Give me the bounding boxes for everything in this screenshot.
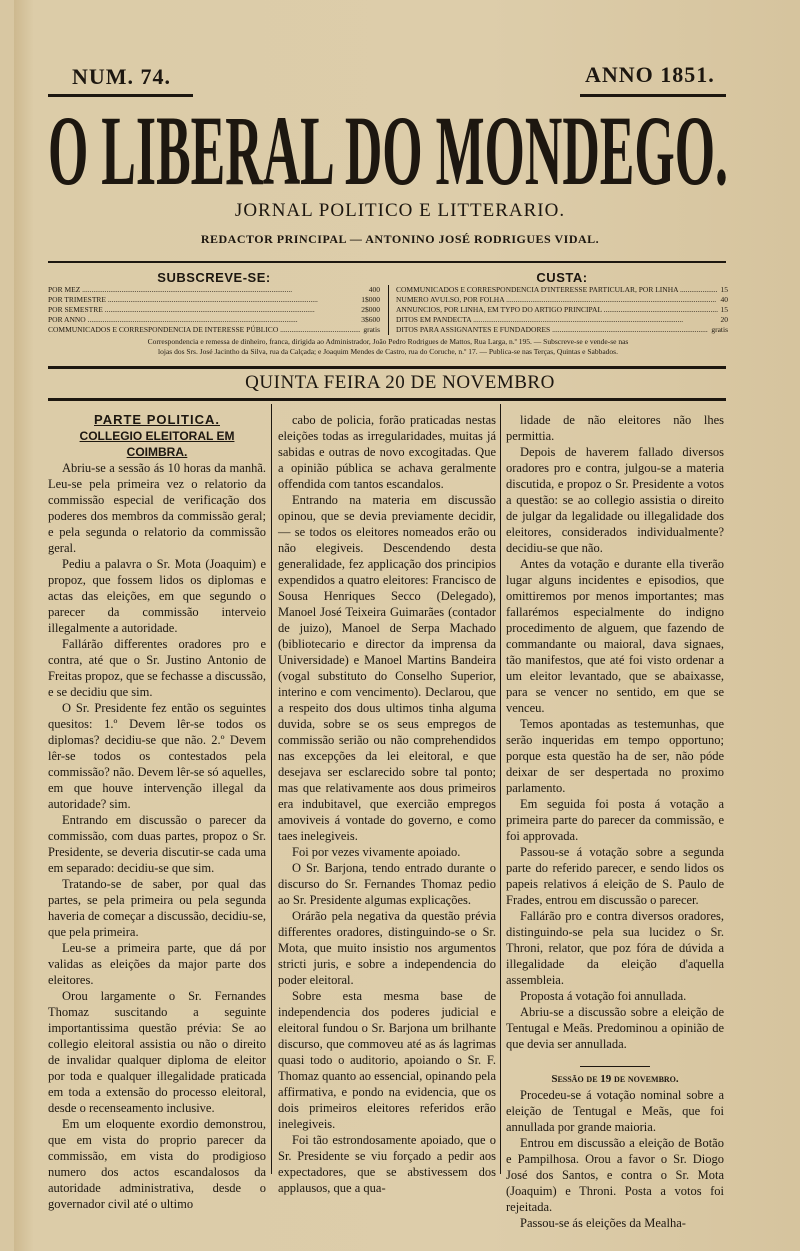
paragraph: cabo de policia, forão praticadas nestas eleições todas as irregularidades, muitas já sabidas e outras de novo excogitadas. Que a opinião pública se achava geralmente offendida com tantos escandalos.	[278, 413, 496, 491]
paragraph: Passou-se á votação sobre a segunda parte do referido parecer, e sendo lidos os papeis relativos á eleição de S. Paulo de Frades, entrou em discussão o parecer.	[506, 845, 724, 907]
paragraph: Entrou em discussão a eleição de Botão e Pampilhosa. Orou a favor o Sr. Diogo José dos Santos, e contra o Sr. Mota (Joaquim) e Throni. Posta a votos foi rejeitada.	[506, 1136, 724, 1214]
divider	[580, 94, 726, 97]
paragraph: Fallárão pro e contra diversos oradores, distinguindo-se pela sua lucidez o Sr. Throni, relator, que poz fóra de dúvida a illegalidade da eleição d'aquella assembleia.	[506, 909, 724, 987]
price-row	[48, 325, 380, 335]
paragraph: O Sr. Presidente fez então os seguintes quesitos: 1.º Devem lêr-se todos os diplomas? decidiu-se que não. 2.º Devem lêr-se todos os contestados pela commissão? não. Devem lêr-se só aquelles, em que houve intervenção illegal da autoridade? sim.	[48, 701, 266, 811]
divider	[388, 285, 389, 335]
divider	[48, 398, 726, 401]
price-row	[396, 315, 728, 325]
column-3	[506, 412, 724, 1231]
price-label: POR ANNO .....	[48, 315, 358, 325]
newspaper-subtitle: JORNAL POLITICO E LITTERARIO.	[234, 200, 566, 221]
note-line: lojas dos Srs. José Jacintho da Silva, rua da Calçada; e Joaquim Mendes de Castro, rua do Coruche, n.º 17. — Publica-se nas Terças, Quintas e Sabbados.	[158, 347, 618, 356]
price-label: POR TRIMESTRE .....	[48, 295, 358, 305]
price-label: DITOS PARA ASSIGNANTES E FUNDADORES .....	[396, 325, 708, 335]
paragraph: Temos apontadas as testemunhas, que serão inqueridas em tempo opportuno; porque esta questão ha de ser, não póde deixar de ser despertada no proximo parlamento.	[506, 717, 724, 795]
issue-year: ANNO 1851.	[585, 62, 715, 87]
price-value: 15	[720, 305, 728, 314]
price-label: COMMUNICADOS E CORRESPONDENCIA D'INTERESSE PARTICULAR, POR LINHA .....	[396, 285, 718, 295]
paragraph: lidade de não eleitores não lhes permittia.	[506, 413, 724, 443]
paragraph: Orou largamente o Sr. Fernandes Thomaz suscitando a seguinte importantissima questão prévia: Se ao collegio eleitoral assistia ou não o direito de invalidar qualquer diploma de eleitor por toda e qualquer illegalidade praticada em toda a extensão do processo eleitoral, desde o recenseamento inclusive.	[48, 989, 266, 1115]
editor-line: REDACTOR PRINCIPAL — ANTONINO JOSÉ RODRIGUES VIDAL.	[200, 232, 600, 246]
subscribe-heading: SUBSCREVE-SE:	[157, 270, 271, 285]
note-line: Correspondencia e remessa de dinheiro, franca, dirigida ao Administrador, João Pedro Rodrigues de Mattos, Rua Larga, n.º 195. — Subscreve-se e vende-se nas	[147, 337, 629, 346]
price-value: 20	[720, 315, 728, 324]
paragraph: Fallárão differentes oradores pro e contra, até que o Sr. Justino Antonio de Freitas propoz, que se fechasse a discussão, e se decidiu que sim.	[48, 637, 266, 699]
paragraph: Foi tão estrondosamente apoiado, que o Sr. Presidente se viu forçado a pedir aos expectadores, que se abstivessem dos applausos, que a qua-	[278, 1133, 496, 1195]
price-label: ANNUNCIOS, POR LINHA, EM TYPO DO ARTIGO PRINCIPAL .....	[396, 305, 718, 315]
divider	[580, 1066, 650, 1067]
price-label: COMMUNICADOS E CORRESPONDENCIA DE INTERESSE PÚBLICO .....	[48, 325, 360, 335]
newspaper-title	[48, 98, 728, 190]
paragraph: Antes da votação e durante ella tiverão lugar alguns incidentes e episodios, que omittiremos por menos importantes; mas fallarémos especialmente do indigno procedimento de alguem, que fazendo de commandante ou maioral, dava signaes, tão manifestos, que até foi visto ordenar a um eleitor levantado, que se abaixasse, para se vencer no sentido, em que se venceu.	[506, 557, 724, 715]
paragraph: Entrando na materia em discussão opinou, que se devia previamente decidir, — se todos os eleitores nomeados erão ou não elegiveis. Descendendo desta generalidade, fez applicação dos principios expendidos a quatro eleitores: Francisco de Sousa Henriques Secco (Delegado), Manoel José Teixeira Guimarães (contador de juizo), Manoel de Serpa Machado (bibliotecario e director da imprensa da Universidade) e Manoel Martins Bandeira (vogal substituto do Conselho Superior, interino e com vencimento). Declarou, que a respeito dos dous ultimos tinha alguma duvida, sobre se os seus empregos de commissão serião ou não comprehendidos nas excepções da lei eleitoral, e que desejava ser esclarecido sobre tal ponto; mas que relativamente aos dous primeiros era indubitavel, que exercião empregos amoviveis á vontade do governo, e como taes inelegiveis.	[278, 493, 496, 843]
price-value: 2$000	[361, 305, 380, 314]
price-label: POR MEZ .....	[48, 285, 366, 295]
price-label: NUMERO AVULSO, POR FOLHA .....	[396, 295, 718, 305]
article-title: COLLEGIO ELEITORAL EM COIMBRA.	[79, 429, 235, 459]
price-value: 1$000	[361, 295, 380, 304]
column-2	[278, 412, 496, 1196]
title-text: O LIBERAL DO MONDEGO.	[48, 98, 728, 190]
price-row	[396, 285, 728, 295]
paragraph: Abriu-se a discussão sobre a eleição de Tentugal e Meãs. Predominou a opinião de que devia ser annullada.	[506, 1005, 724, 1051]
price-row	[48, 315, 380, 325]
paragraph: Leu-se a primeira parte, que dá por validas as eleições da major parte dos eleitores.	[48, 941, 266, 987]
price-value: gratis	[711, 325, 728, 334]
paragraph: Orárão pela negativa da questão prévia differentes oradores, distinguindo-se o Sr. Mota, que muito insistio nos argumentos stricti juris, e sobre a independencia do poder eleitoral.	[278, 909, 496, 987]
paragraph: Pediu a palavra o Sr. Mota (Joaquim) e propoz, que fossem lidos os diplomas e actas das eleições, em que segundo o parecer da commissão interveio illegalmente a autoridade.	[48, 557, 266, 635]
paragraph: Depois de haverem fallado diversos oradores pro e contra, julgou-se a materia discutida, e propoz o Sr. Presidente a votos a questão: se ao collegio assistia o direito de julgar da legalidade ou illegalidade dos eleitores, considerados individualmente? decidiu-se que não.	[506, 445, 724, 555]
paragraph: O Sr. Barjona, tendo entrado durante o discurso do Sr. Fernandes Thomaz pedio ao Sr. Presidente algumas explicações.	[278, 861, 496, 907]
paragraph: Entrando em discussão o parecer da commissão, com duas partes, propoz o Sr. Presidente, se deveria discutir-se cada uma em separado: decidiu-se que sim.	[48, 813, 266, 875]
price-row	[396, 325, 728, 335]
subscription-block	[48, 270, 728, 362]
price-value: gratis	[363, 325, 380, 334]
paragraph: Sobre esta mesma base de independencia dos poderes judicial e eleitoral fundou o Sr. Barjona um brilhante discurso, que commoveu até as ás lagrimas quasi todo o auditorio, apoiando o Sr. F. Thomaz quanto ao essencial, opinando pela affirmativa, e pondo na evidencia, que os dois primeiros eleitores referidos erão inelegiveis.	[278, 989, 496, 1131]
price-value: 15	[720, 285, 728, 294]
column-rule	[500, 404, 501, 1174]
price-row	[48, 305, 380, 315]
subscription-left	[48, 270, 380, 335]
paragraph: Em seguida foi posta á votação a primeira parte do parecer da commissão, e foi approvada.	[506, 797, 724, 843]
paragraph: Foi por vezes vivamente apoiado.	[292, 845, 461, 859]
divider	[48, 366, 726, 369]
subscription-right	[396, 270, 728, 335]
divider	[48, 261, 726, 263]
price-row	[396, 305, 728, 315]
price-row	[396, 295, 728, 305]
issue-date: QUINTA FEIRA 20 DE NOVEMBRO	[245, 372, 555, 393]
price-row	[48, 285, 380, 295]
title-svg	[48, 98, 728, 190]
issue-number: NUM. 74.	[72, 64, 172, 89]
column-rule	[271, 404, 272, 1174]
column-1	[48, 412, 266, 1212]
paragraph: Em um eloquente exordio demonstrou, que em vista do proprio parecer da commissão, em vista do prodigioso numero dos actos escandalosos da autoridade administrativa, desde o governador civil até o ultimo	[48, 1117, 266, 1211]
price-label: DITOS EM PANDECTA .....	[396, 315, 718, 325]
divider	[48, 94, 193, 97]
paragraph: Abriu-se a sessão ás 10 horas da manhã. Leu-se pela primeira vez o relatorio da commissão especial de verificação dos poderes dos membros da commissão geral; e pela segunda o relatorio da commissão geral.	[48, 461, 266, 555]
price-label: POR SEMESTRE .....	[48, 305, 358, 315]
paragraph: Procedeu-se á votação nominal sobre a eleição de Tentugal e Meãs, que foi annullada por grande maioria.	[506, 1088, 724, 1134]
price-value: 400	[368, 285, 380, 294]
price-value: 3$600	[361, 315, 380, 324]
section-heading: PARTE POLITICA.	[94, 412, 220, 427]
session-heading: Sessão de 19 de novembro.	[551, 1073, 679, 1085]
price-value: 40	[720, 295, 728, 304]
price-row	[48, 295, 380, 305]
correspondence-note	[48, 337, 728, 357]
cost-heading: CUSTA:	[536, 270, 588, 285]
paragraph: Passou-se ás eleições da Mealha-	[520, 1216, 686, 1230]
paragraph: Proposta á votação foi annullada.	[520, 989, 687, 1003]
paragraph: Tratando-se de saber, por qual das partes, se pela primeira ou pela segunda haveria de começar a discussão, decidiu-se, que pela primeira.	[48, 877, 266, 939]
